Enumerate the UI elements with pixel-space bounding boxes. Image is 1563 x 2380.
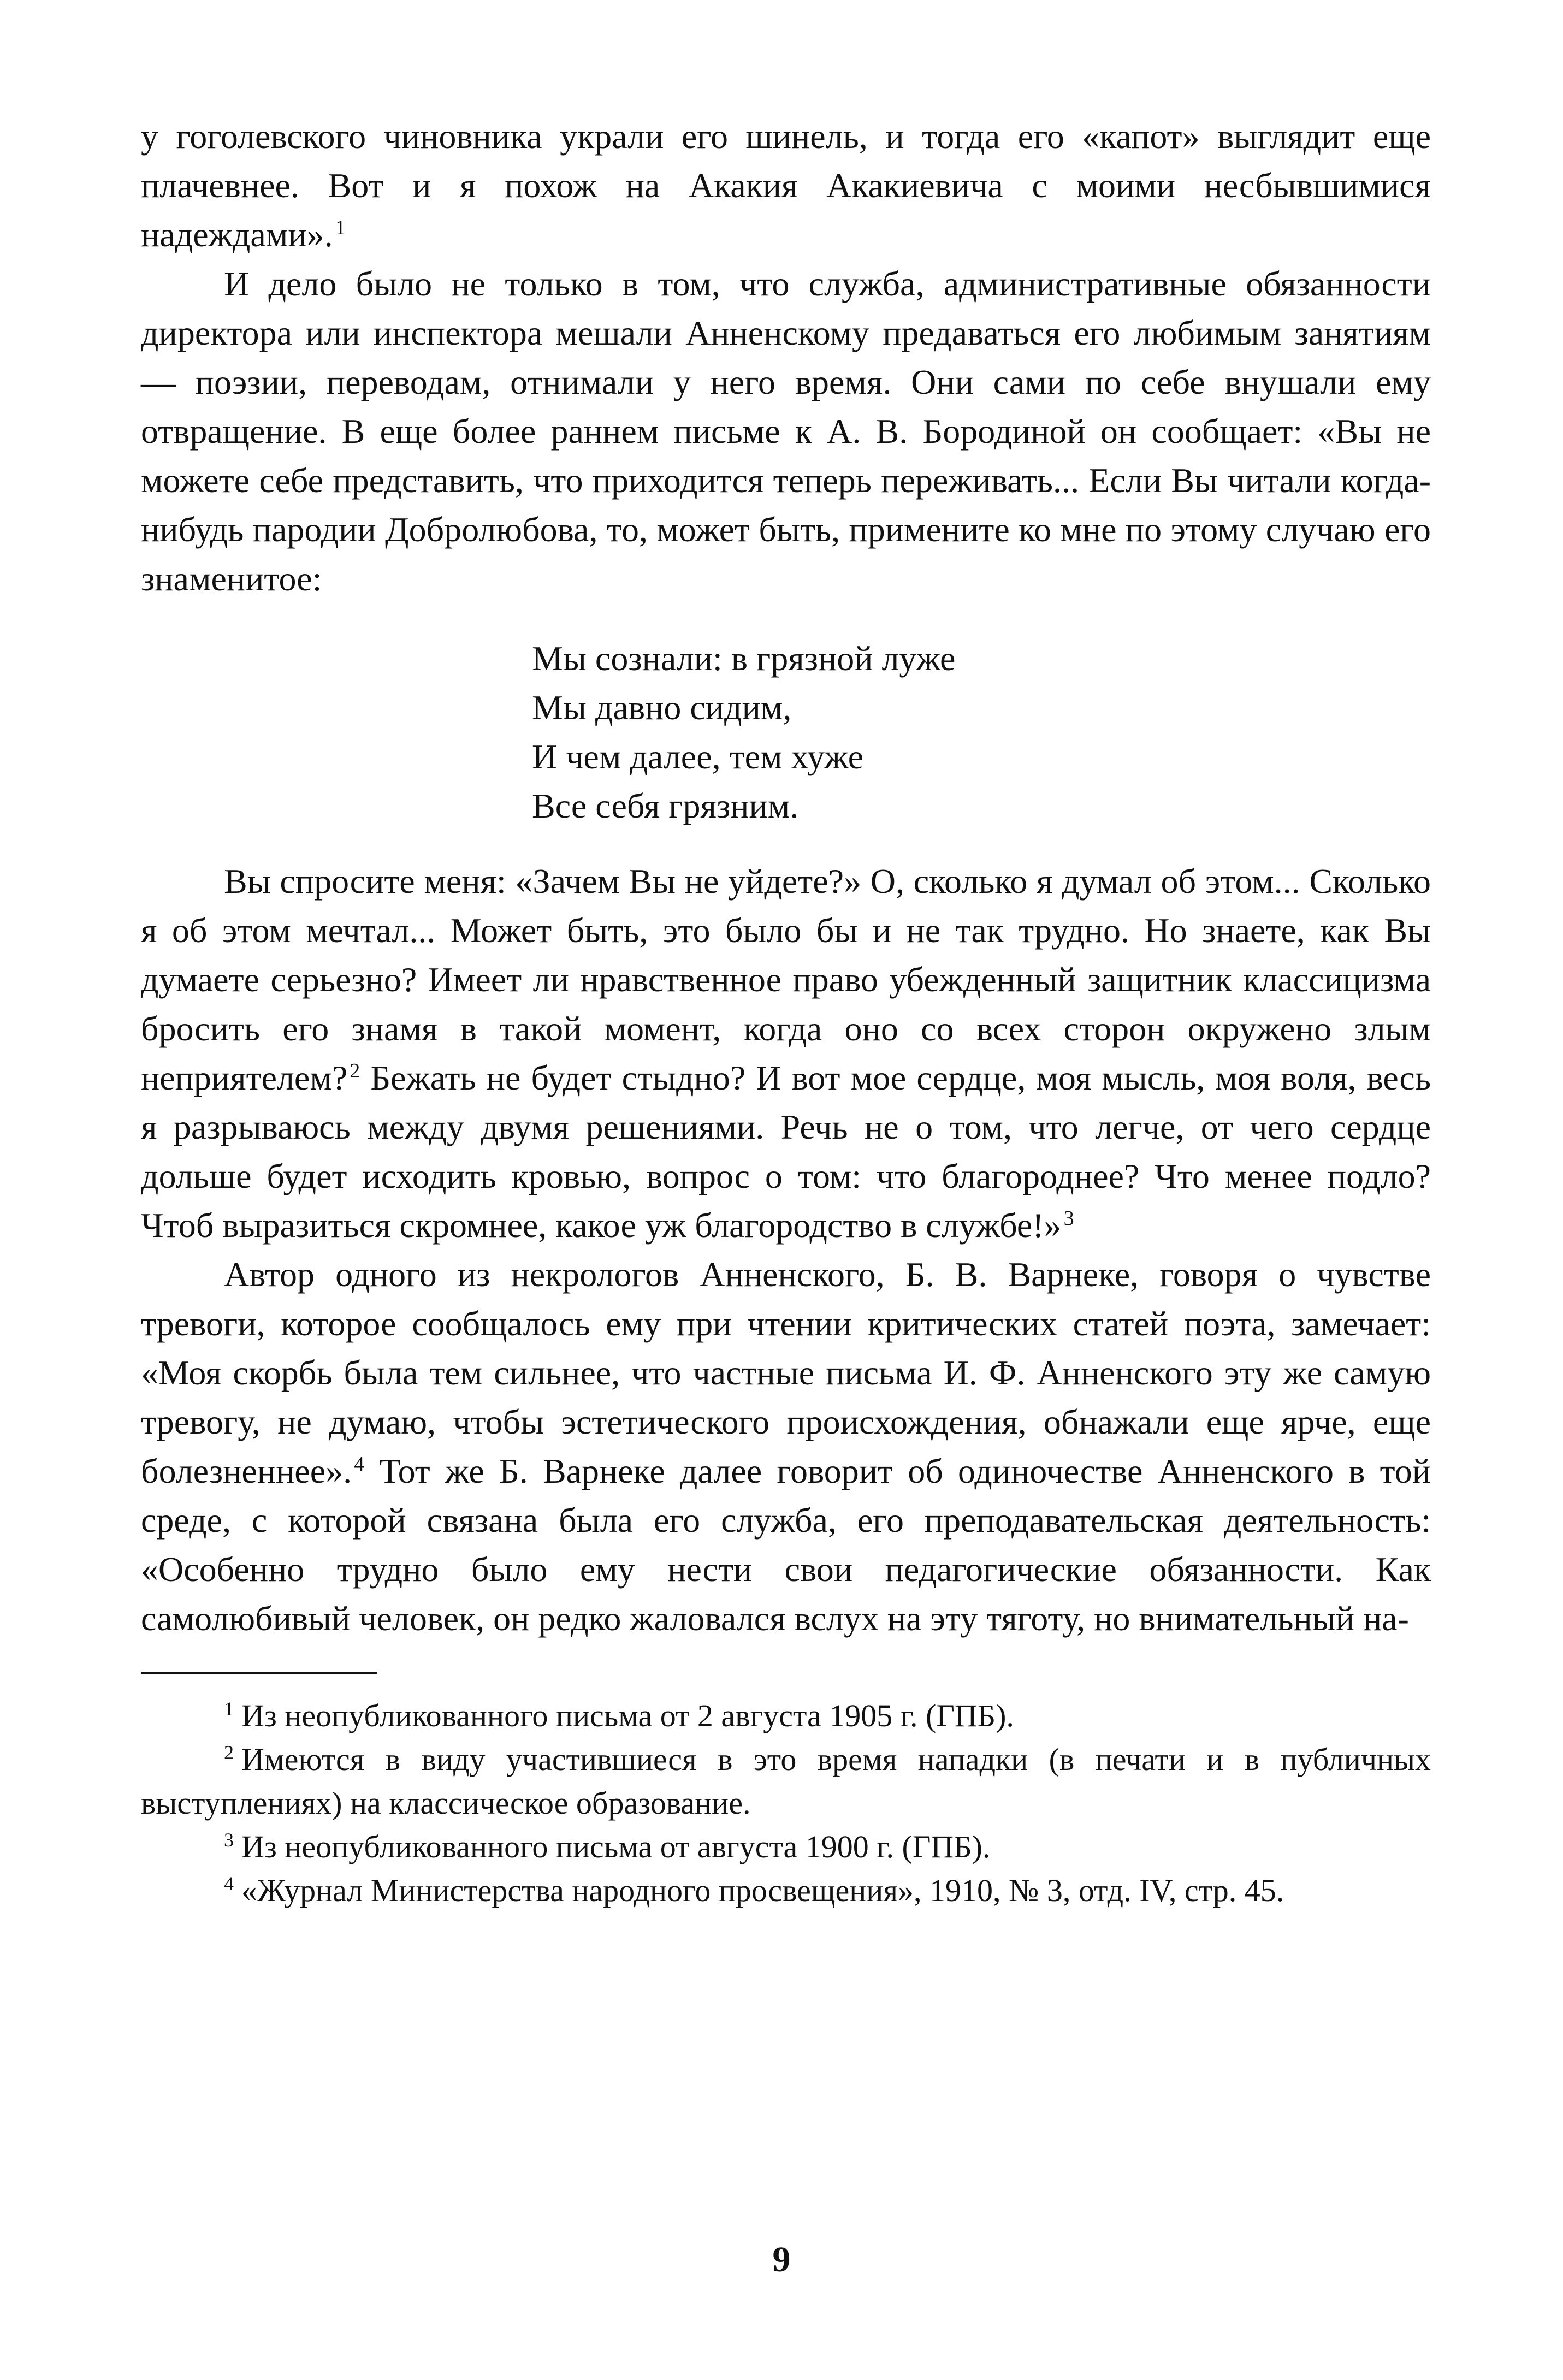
paragraph-1-text: у гоголевского чиновника украли его шинель, и тогда его «капот» выглядит еще плачевнее. Вот и я похож на Акакия Акакиевича с моими несбывшимися надеждами». xyxy=(141,117,1431,254)
paragraph-4-text-b: Тот же Б. Варнеке далее говорит об одиночестве Анненского в той среде, с которой связана была его служба, его преподавательская деятельность: «Особенно трудно было ему нести свои педагогические обязанности. Как самолюбивый человек, он редко жаловался вслух на эту тяготу, но внимательный на- xyxy=(141,1452,1431,1638)
footnote-number-1: 1 xyxy=(224,1697,234,1720)
footnote-number-3: 3 xyxy=(224,1828,234,1851)
footnote-4 xyxy=(141,1869,1431,1913)
paragraph-3-text-a: Вы спросите меня: «Зачем Вы не уйдете?» О, сколько я думал об этом... Сколько я об этом мечтал... Может быть, это было бы и не так трудно. Но знаете, как Вы думаете серьезно? Имеет ли нравственное право убежденный защитник классицизма бросить его знамя в такой момент, когда оно со всех сторон окружено злым неприятелем? xyxy=(141,862,1431,1097)
paragraph-4 xyxy=(141,1250,1431,1643)
footnotes xyxy=(141,1694,1431,1913)
footnote-text-2: Имеются в виду участившиеся в это время нападки (в печати и в публичных выступлениях) на классическое образование. xyxy=(141,1742,1431,1821)
footnote-number-2: 2 xyxy=(224,1741,234,1763)
poem-line-1: Мы сознали: в грязной луже xyxy=(532,639,956,678)
poem-line-4: Все себя грязним. xyxy=(532,786,799,825)
footnote-ref-1: 1 xyxy=(335,216,346,239)
page-content xyxy=(141,112,1431,1913)
paragraph-4-text-a: Автор одного из некрологов Анненского, Б. В. Варнеке, говоря о чувстве тревоги, которое сообщалось ему при чтении критических статей поэта, замечает: «Моя скорбь была тем сильнее, что частные письма И. Ф. Анненского эту же самую тревогу, не думаю, чтобы эстетического происхождения, обнажали еще ярче, еще болезненнее». xyxy=(141,1255,1431,1490)
footnote-text-4: «Журнал Министерства народного просвещения», 1910, № 3, отд. IV, стр. 45. xyxy=(241,1873,1284,1908)
footnote-text-1: Из неопубликованного письма от 2 августа 1905 г. (ГПБ). xyxy=(241,1698,1014,1733)
paragraph-3-text-b: Бежать не будет стыдно? И вот мое сердце, моя мысль, моя воля, весь я разрываюсь между двумя решениями. Речь не о том, что легче, от чего сердце дольше будет исходить кровью, вопрос о том: что благороднее? Что менее подло? Чтоб выразиться скромнее, какое уж благородство в службе!» xyxy=(141,1058,1431,1245)
footnote-2 xyxy=(141,1738,1431,1825)
paragraph-1 xyxy=(141,112,1431,259)
footnote-3 xyxy=(141,1825,1431,1869)
footnote-1 xyxy=(141,1694,1431,1738)
footnote-ref-3: 3 xyxy=(1063,1206,1074,1230)
footnote-ref-2: 2 xyxy=(350,1059,360,1082)
paragraph-2 xyxy=(141,259,1431,603)
poem-line-3: И чем далее, тем хуже xyxy=(532,737,863,776)
page-number: 9 xyxy=(772,2240,791,2280)
poem-line-2: Мы давно сидим, xyxy=(532,688,792,727)
footnote-ref-4: 4 xyxy=(354,1452,365,1476)
footnote-divider xyxy=(141,1672,377,1674)
footnote-text-3: Из неопубликованного письма от августа 1900 г. (ГПБ). xyxy=(241,1829,991,1864)
paragraph-2-text: И дело было не только в том, что служба, административные обязанности директора или инспектора мешали Анненскому предаваться его любимым занятиям — поэзии, переводам, отнимали у него время. Они сами по себе внушали ему отвращение. В еще более раннем письме к А. В. Бородиной он сообщает: «Вы не можете себе представить, что приходится теперь переживать... Если Вы читали когда-нибудь пародии Добролюбова, то, может быть, примените ко мне по этому случаю его знаменитое: xyxy=(141,264,1431,598)
main-text xyxy=(141,112,1431,1643)
paragraph-3 xyxy=(141,857,1431,1250)
footnote-number-4: 4 xyxy=(224,1872,234,1894)
poem-quote xyxy=(532,634,1431,831)
